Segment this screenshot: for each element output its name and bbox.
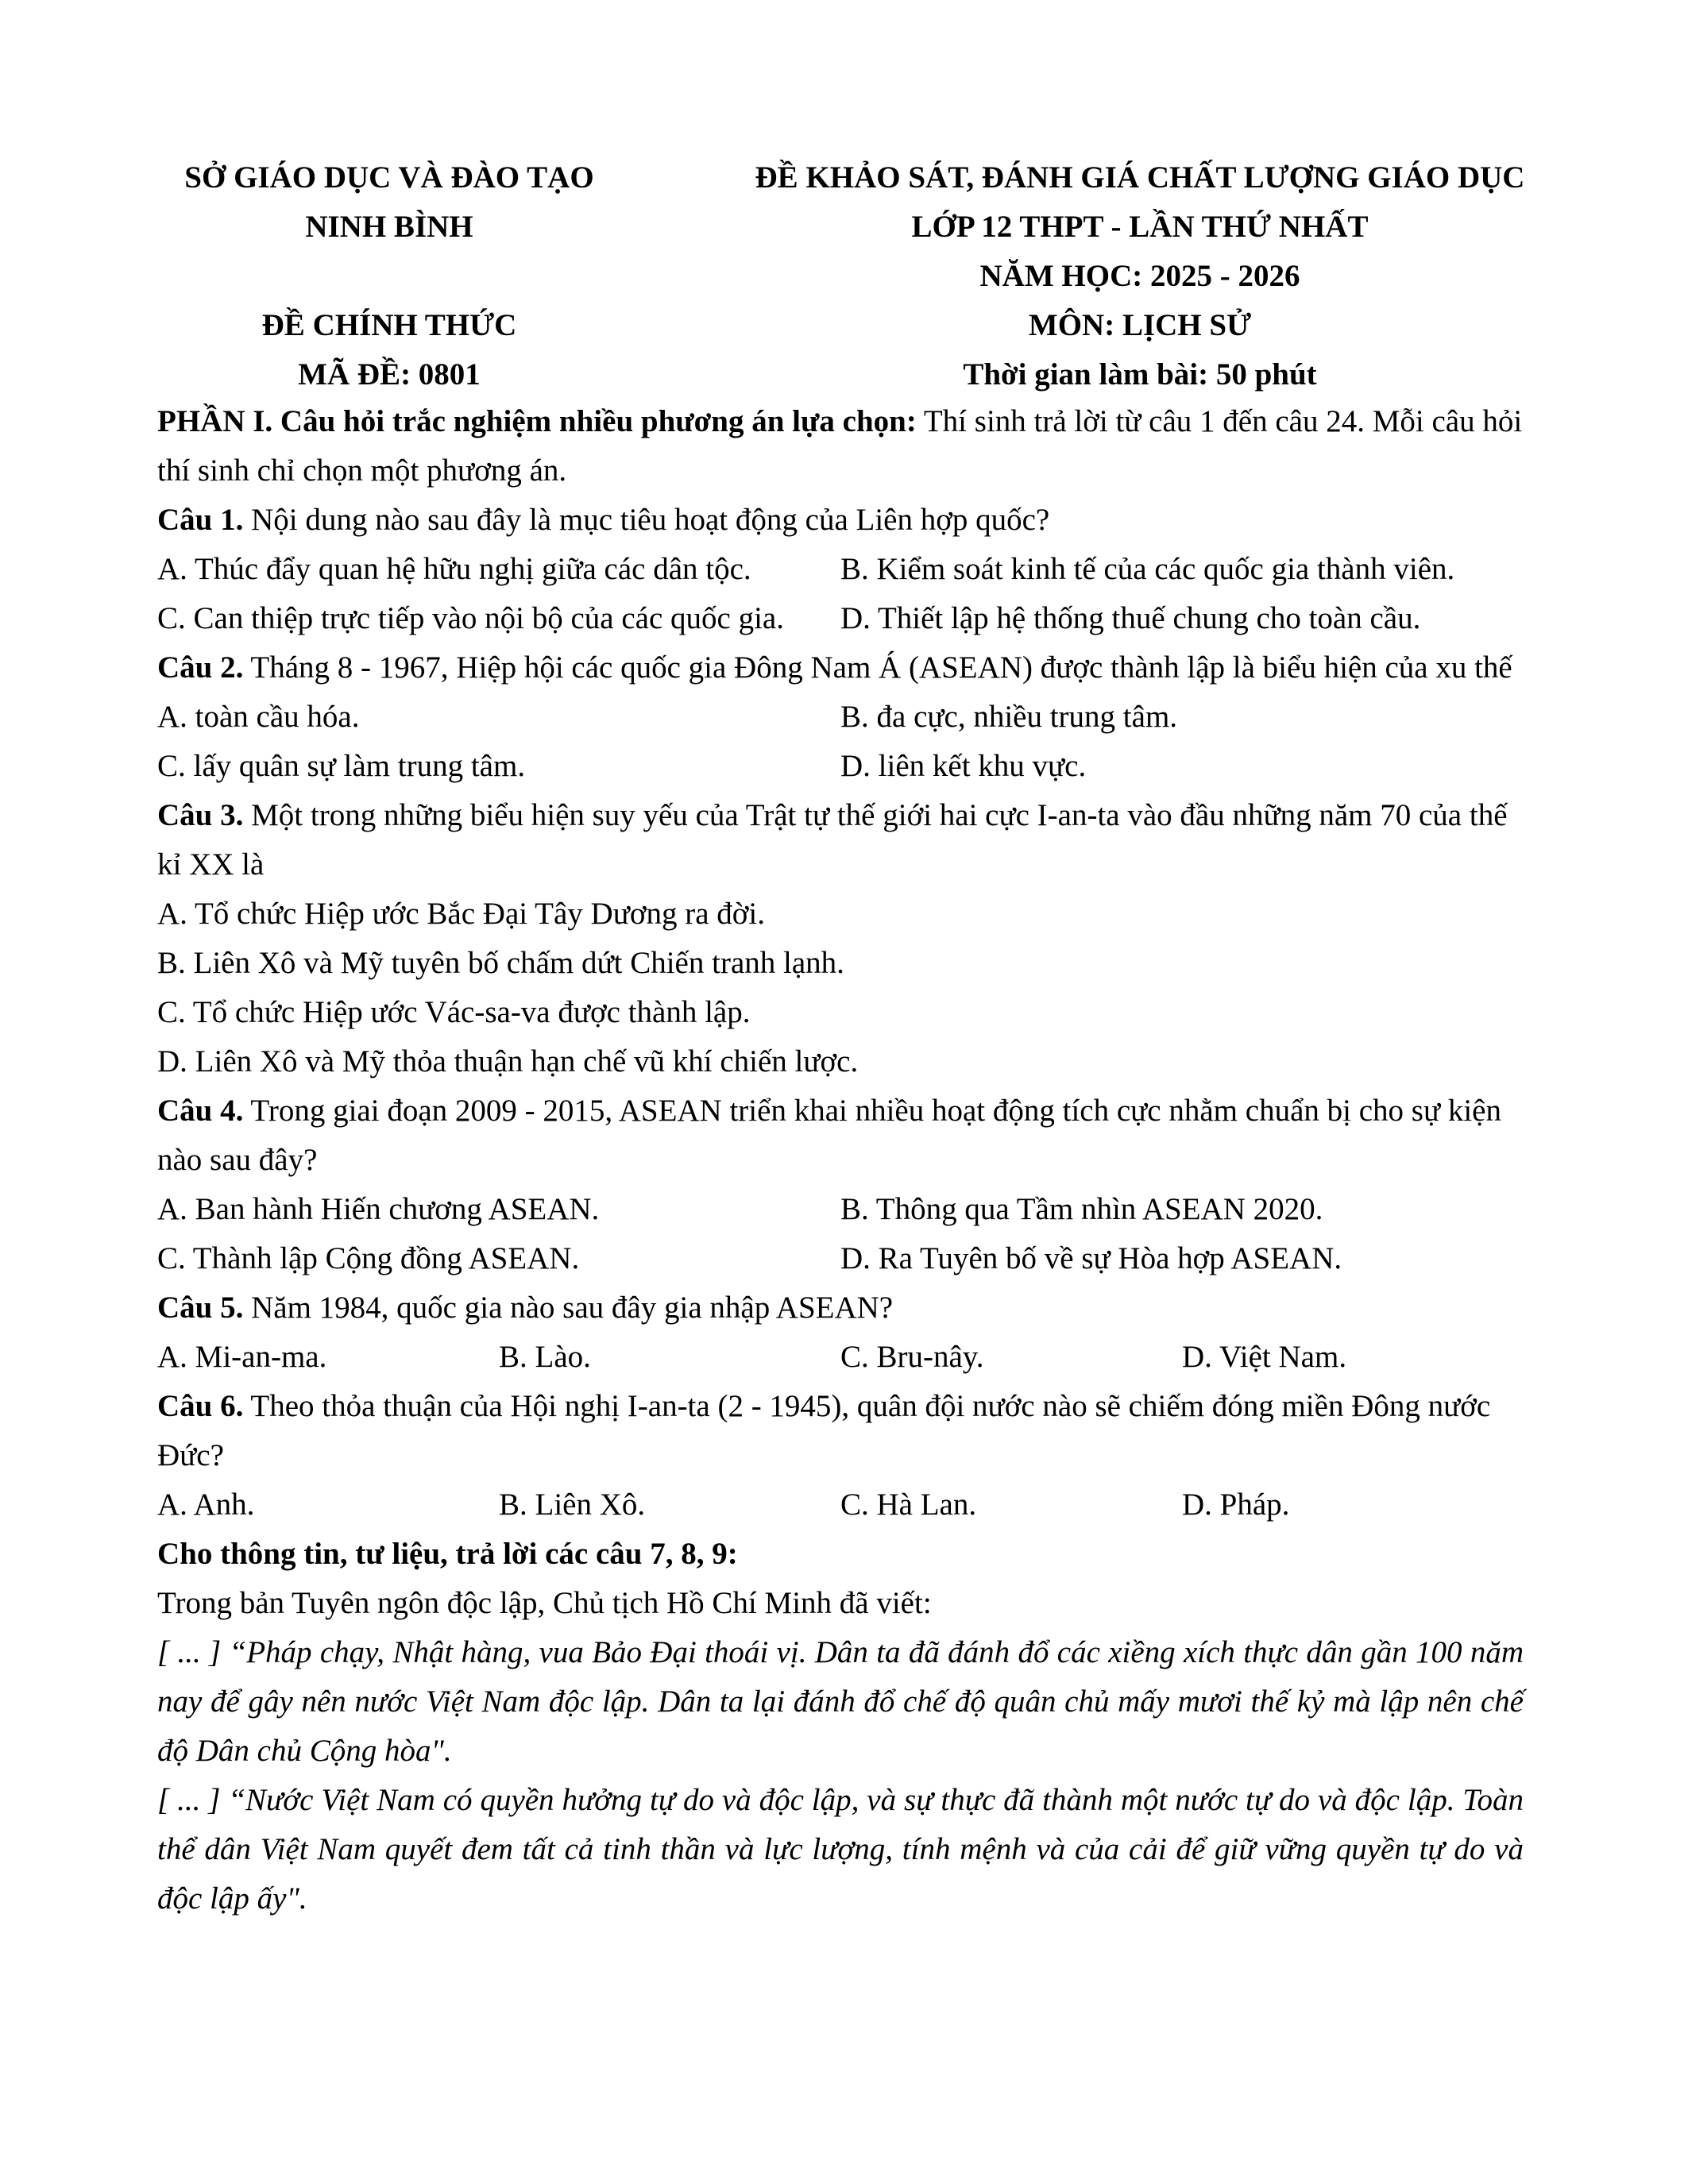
question-text: Năm 1984, quốc gia nào sau đây gia nhập ASEAN? xyxy=(243,1291,894,1325)
question-6 xyxy=(157,1382,1524,1480)
option-b: B. đa cực, nhiều trung tâm. xyxy=(840,700,1178,734)
option-d: D. Ra Tuyên bố về sự Hòa hợp ASEAN. xyxy=(840,1241,1342,1275)
question-1 xyxy=(157,496,1524,545)
question-2 xyxy=(157,643,1524,693)
question-text: Trong giai đoạn 2009 - 2015, ASEAN triển khai nhiều hoạt động tích cực nhằm chuẩn bị cho sự kiện nào sau đây? xyxy=(157,1094,1501,1177)
question-label: Câu 1. xyxy=(157,503,244,537)
option-d: D. Thiết lập hệ thống thuế chung cho toàn cầu. xyxy=(840,601,1421,635)
exam-title: ĐỀ KHẢO SÁT, ĐÁNH GIÁ CHẤT LƯỢNG GIÁO DỤC xyxy=(755,160,1525,195)
option-c: C. Thành lập Cộng đồng ASEAN. xyxy=(157,1241,580,1275)
option-c: C. Hà Lan. xyxy=(840,1488,977,1522)
option-c: C. Can thiệp trực tiếp vào nội bộ của các quốc gia. xyxy=(157,601,784,635)
options-row xyxy=(157,1185,1524,1234)
part1-instruction: Thí sinh trả lời từ câu 1 đến câu 24. Mỗi câu hỏi thí sinh chỉ chọn một phương án. xyxy=(157,404,1523,488)
question-text: Theo thỏa thuận của Hội nghị I-an-ta (2 - 1945), quân đội nước nào sẽ chiếm đóng miền Đông nước Đức? xyxy=(157,1389,1491,1472)
question-text: Tháng 8 - 1967, Hiệp hội các quốc gia Đông Nam Á (ASEAN) được thành lập là biểu hiện của xu thế xyxy=(243,650,1512,685)
option-b: B. Kiểm soát kinh tế của các quốc gia thành viên. xyxy=(840,552,1455,586)
question-4 xyxy=(157,1086,1524,1185)
part1-intro xyxy=(157,397,1524,496)
school-year: NĂM HỌC: 2025 - 2026 xyxy=(979,259,1300,293)
options-row xyxy=(157,693,1524,742)
question-label: Câu 2. xyxy=(157,650,244,685)
department-name: SỞ GIÁO DỤC VÀ ĐÀO TẠO xyxy=(184,160,594,195)
time-limit: Thời gian làm bài: 50 phút xyxy=(963,357,1317,392)
exam-code: MÃ ĐỀ: 0801 xyxy=(298,357,481,392)
question-label: Câu 3. xyxy=(157,798,244,832)
option-b: B. Thông qua Tầm nhìn ASEAN 2020. xyxy=(840,1192,1323,1226)
question-label: Câu 4. xyxy=(157,1094,244,1128)
source-heading: Cho thông tin, tư liệu, trả lời các câu 7, 8, 9: xyxy=(157,1537,738,1571)
option-a: A. Thúc đẩy quan hệ hữu nghị giữa các dân tộc. xyxy=(157,552,751,586)
option-a: A. toàn cầu hóa. xyxy=(157,700,360,734)
option-a: A. Ban hành Hiến chương ASEAN. xyxy=(157,1192,600,1226)
option-a: A. Tổ chức Hiệp ước Bắc Đại Tây Dương ra đời. xyxy=(157,897,765,931)
question-label: Câu 6. xyxy=(157,1389,244,1423)
option-c: C. Tổ chức Hiệp ước Vác-sa-va được thành lập. xyxy=(157,995,751,1029)
question-5 xyxy=(157,1283,1524,1333)
subject: MÔN: LỊCH SỬ xyxy=(1028,308,1252,342)
options-row xyxy=(157,1480,1524,1530)
province-name: NINH BÌNH xyxy=(305,210,473,244)
option-d: D. Việt Nam. xyxy=(1182,1340,1347,1374)
source-quote-1: [ ... ] “Pháp chạy, Nhật hàng, vua Bảo Đại thoái vị. Dân ta đã đánh đổ các xiềng xích thực dân gần 100 năm nay để gây nên nước Việt Nam độc lập. Dân ta lại đánh đổ chế độ quân chủ mấy mươi thế kỷ mà lập nên chế độ Dân chủ Cộng hòa". xyxy=(157,1635,1524,1768)
option-d: D. Pháp. xyxy=(1182,1488,1290,1522)
option-d: D. Liên Xô và Mỹ thỏa thuận hạn chế vũ khí chiến lược. xyxy=(157,1044,859,1078)
options-row xyxy=(157,594,1524,643)
question-label: Câu 5. xyxy=(157,1291,244,1325)
options-row xyxy=(157,1234,1524,1283)
option-b: B. Liên Xô và Mỹ tuyên bố chấm dứt Chiến tranh lạnh. xyxy=(157,946,844,980)
exam-grade: LỚP 12 THPT - LẦN THỨ NHẤT xyxy=(911,210,1369,244)
options-row xyxy=(157,545,1524,594)
options-row xyxy=(157,1333,1524,1382)
option-b: B. Liên Xô. xyxy=(499,1488,646,1522)
option-c: C. Bru-nây. xyxy=(840,1340,984,1374)
exam-content xyxy=(157,397,1524,1924)
option-b: B. Lào. xyxy=(499,1340,591,1374)
options-row xyxy=(157,742,1524,791)
header-left xyxy=(119,153,659,399)
question-text: Một trong những biểu hiện suy yếu của Trật tự thế giới hai cực I-an-ta vào đầu những năm 70 của thế kỉ XX là xyxy=(157,798,1508,882)
option-a: A. Anh. xyxy=(157,1488,255,1522)
part1-heading: PHẦN I. Câu hỏi trắc nghiệm nhiều phương án lựa chọn: xyxy=(157,404,917,438)
question-text: Nội dung nào sau đây là mục tiêu hoạt động của Liên hợp quốc? xyxy=(243,503,1050,537)
official-label: ĐỀ CHÍNH THỨC xyxy=(261,308,517,342)
question-3 xyxy=(157,791,1524,889)
option-c: C. lấy quân sự làm trung tâm. xyxy=(157,749,526,783)
option-a: A. Mi-an-ma. xyxy=(157,1340,327,1374)
header-right xyxy=(683,153,1597,399)
source-quote-2: [ ... ] “Nước Việt Nam có quyền hưởng tự do và độc lập, và sự thực đã thành một nước tự do và độc lập. Toàn thể dân Việt Nam quyết đem tất cả tinh thần và lực lượng, tính mệnh và của cải để giữ vững quyền tự do và độc lập ấy". xyxy=(157,1783,1524,1916)
option-d: D. liên kết khu vực. xyxy=(840,749,1087,783)
source-intro: Trong bản Tuyên ngôn độc lập, Chủ tịch Hồ Chí Minh đã viết: xyxy=(157,1586,932,1620)
